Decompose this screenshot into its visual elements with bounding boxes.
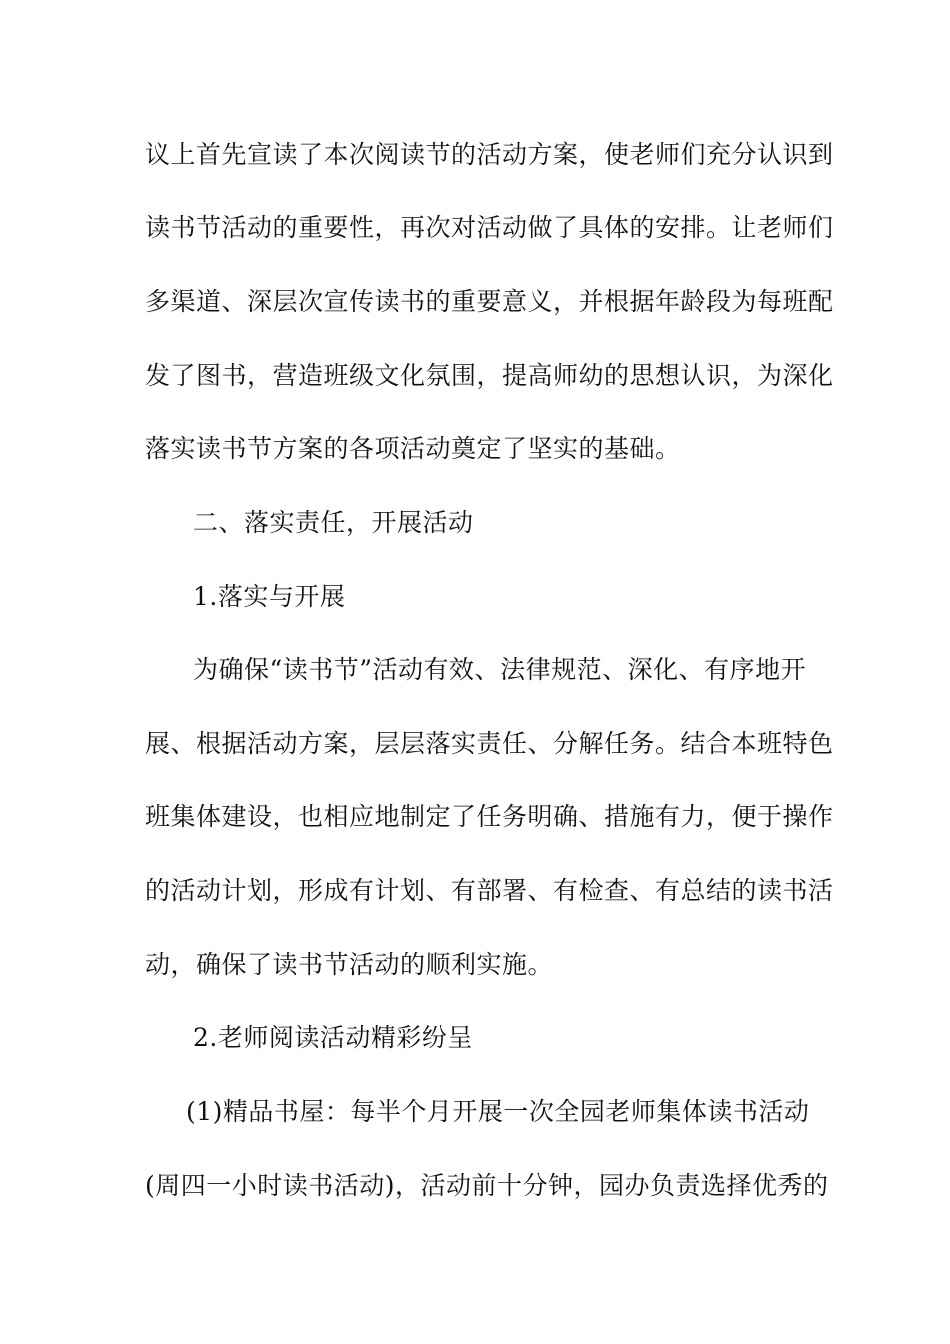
paragraph-line: 议上首先宣读了本次阅读节的活动方案，使老师们充分认识到 [145,140,834,169]
paragraph-line: 为确保“读书节”活动有效、法律规范、深化、有序地开 [193,655,807,684]
subsection-heading: 2.老师阅读活动精彩纷呈 [193,1023,473,1052]
paragraph-line: 发了图书，营造班级文化氛围，提高师幼的思想认识，为深化 [145,361,834,390]
paragraph-line: 动，确保了读书节活动的顺利实施。 [145,950,554,979]
paragraph-line: (周四一小时读书活动)，活动前十分钟，园办负责选择优秀的 [145,1171,829,1200]
paragraph-line: 班集体建设，也相应地制定了任务明确、措施有力，便于操作 [145,802,834,831]
paragraph-line: 多渠道、深层次宣传读书的重要意义，并根据年龄段为每班配 [145,287,834,316]
paragraph-line: 的活动计划，形成有计划、有部署、有检查、有总结的读书活 [145,876,834,905]
section-heading: 二、落实责任，开展活动 [193,508,474,537]
paragraph-line: 读书节活动的重要性，再次对活动做了具体的安排。让老师们 [145,213,834,242]
paragraph-line: 落实读书节方案的各项活动奠定了坚实的基础。 [145,434,681,463]
subsection-heading: 1.落实与开展 [193,582,346,611]
paragraph-line: (1)精品书屋：每半个月开展一次全园老师集体读书活动 [186,1097,810,1126]
paragraph-line: 展、根据活动方案，层层落实责任、分解任务。结合本班特色 [145,729,834,758]
